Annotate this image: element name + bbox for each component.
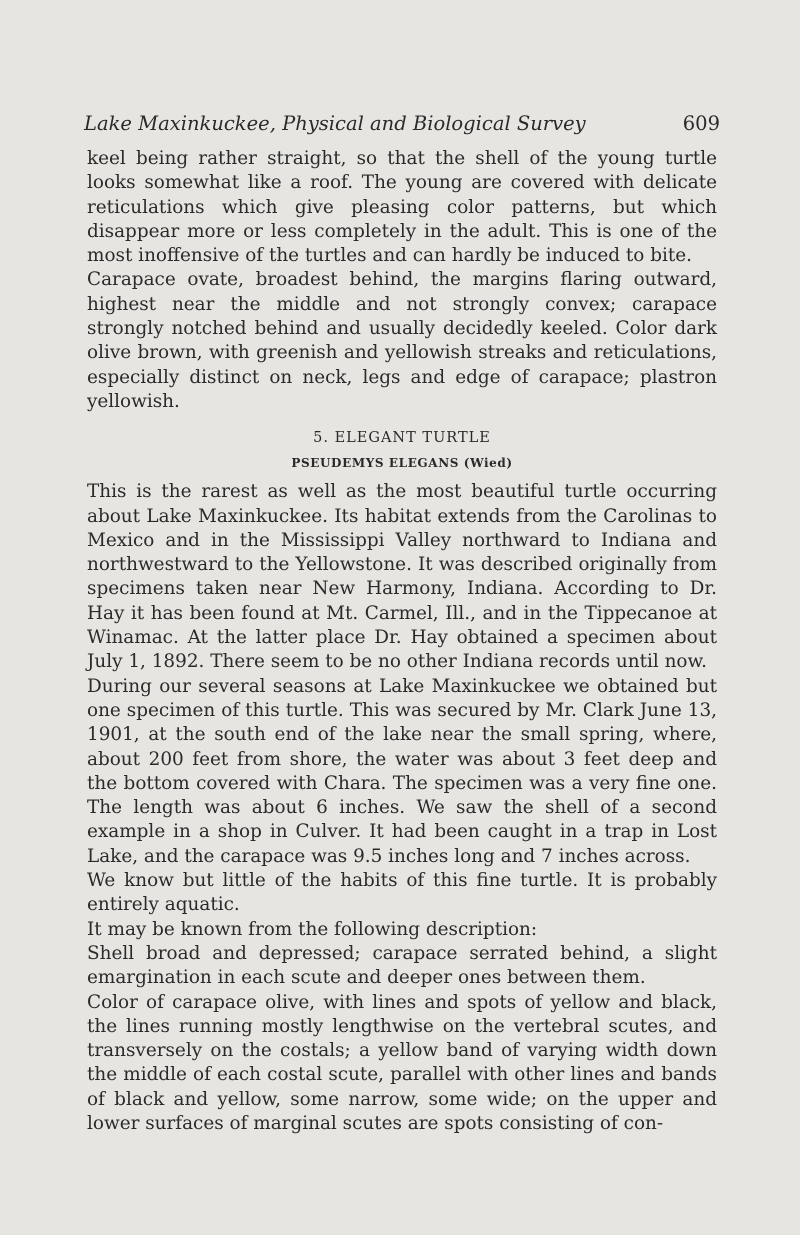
paragraph: We know but little of the habits of this fine turtle. It is probably entirely aquatic. bbox=[87, 870, 717, 916]
paragraph: It may be known from the following description: bbox=[87, 918, 538, 940]
body-text bbox=[87, 147, 717, 1136]
page-number: 609 bbox=[682, 112, 720, 135]
paragraph: During our several seasons at Lake Maxinkuckee we obtained but one specimen of this turtle. This was secured by Mr. Clark June 13, 1901, at the south end of the lake near the small spring, where, about 200 feet from shore, the water was about 3 feet deep and the bottom covered with Chara. The specimen was a very fine one. The length was about 6 inches. We saw the shell of a second example in a shop in Culver. It had been caught in a trap in Lost Lake, and the carapace was 9.5 inches long and 7 inches across. bbox=[87, 675, 717, 867]
paragraph: Color of carapace olive, with lines and spots of yellow and black, the lines running mostly lengthwise on the vertebral scutes, and transversely on the costals; a yellow band of varying width down the middle of each costal scute, parallel with other lines and bands of black and yellow, some narrow, some wide; on the upper and lower surfaces of marginal scutes are spots consisting of con- bbox=[87, 991, 717, 1134]
paragraph: Carapace ovate, broadest behind, the margins flaring outward, highest near the middle and not strongly convex; carapace strongly notched behind and usually decidedly keeled. Color dark olive brown, with greenish and yellowish streaks and reticulations, especially distinct on neck, legs and edge of carapace; plastron yellowish. bbox=[87, 269, 717, 412]
section-title: 5. ELEGANT TURTLE bbox=[313, 430, 491, 447]
running-header bbox=[84, 112, 720, 142]
paragraph: keel being rather straight, so that the shell of the young turtle looks somewhat like a roof. The young are covered with delicate reticulations which give pleasing color patterns, but which disappear more or less completely in the adult. This is one of the most inoffensive of the turtles and can hardly be induced to bite. bbox=[87, 148, 717, 267]
running-title: Lake Maxinkuckee, Physical and Biological Survey bbox=[84, 112, 586, 135]
section-subtitle: PSEUDEMYS ELEGANS (Wied) bbox=[291, 456, 513, 471]
paragraph: Shell broad and depressed; carapace serrated behind, a slight emargination in each scute and deeper ones between them. bbox=[87, 942, 717, 989]
paragraph: This is the rarest as well as the most beautiful turtle occurring about Lake Maxinkuckee. Its habitat extends from the Carolinas to Mexico and in the Mississippi Valley northward to Indiana and northwestward to the Yellowstone. It was described originally from specimens taken near New Harmony, Indiana. According to Dr. Hay it has been found at Mt. Carmel, Ill., and in the Tippecanoe at Winamac. At the latter place Dr. Hay obtained a specimen about July 1, 1892. There seem to be no other Indiana records until now. bbox=[87, 481, 717, 673]
